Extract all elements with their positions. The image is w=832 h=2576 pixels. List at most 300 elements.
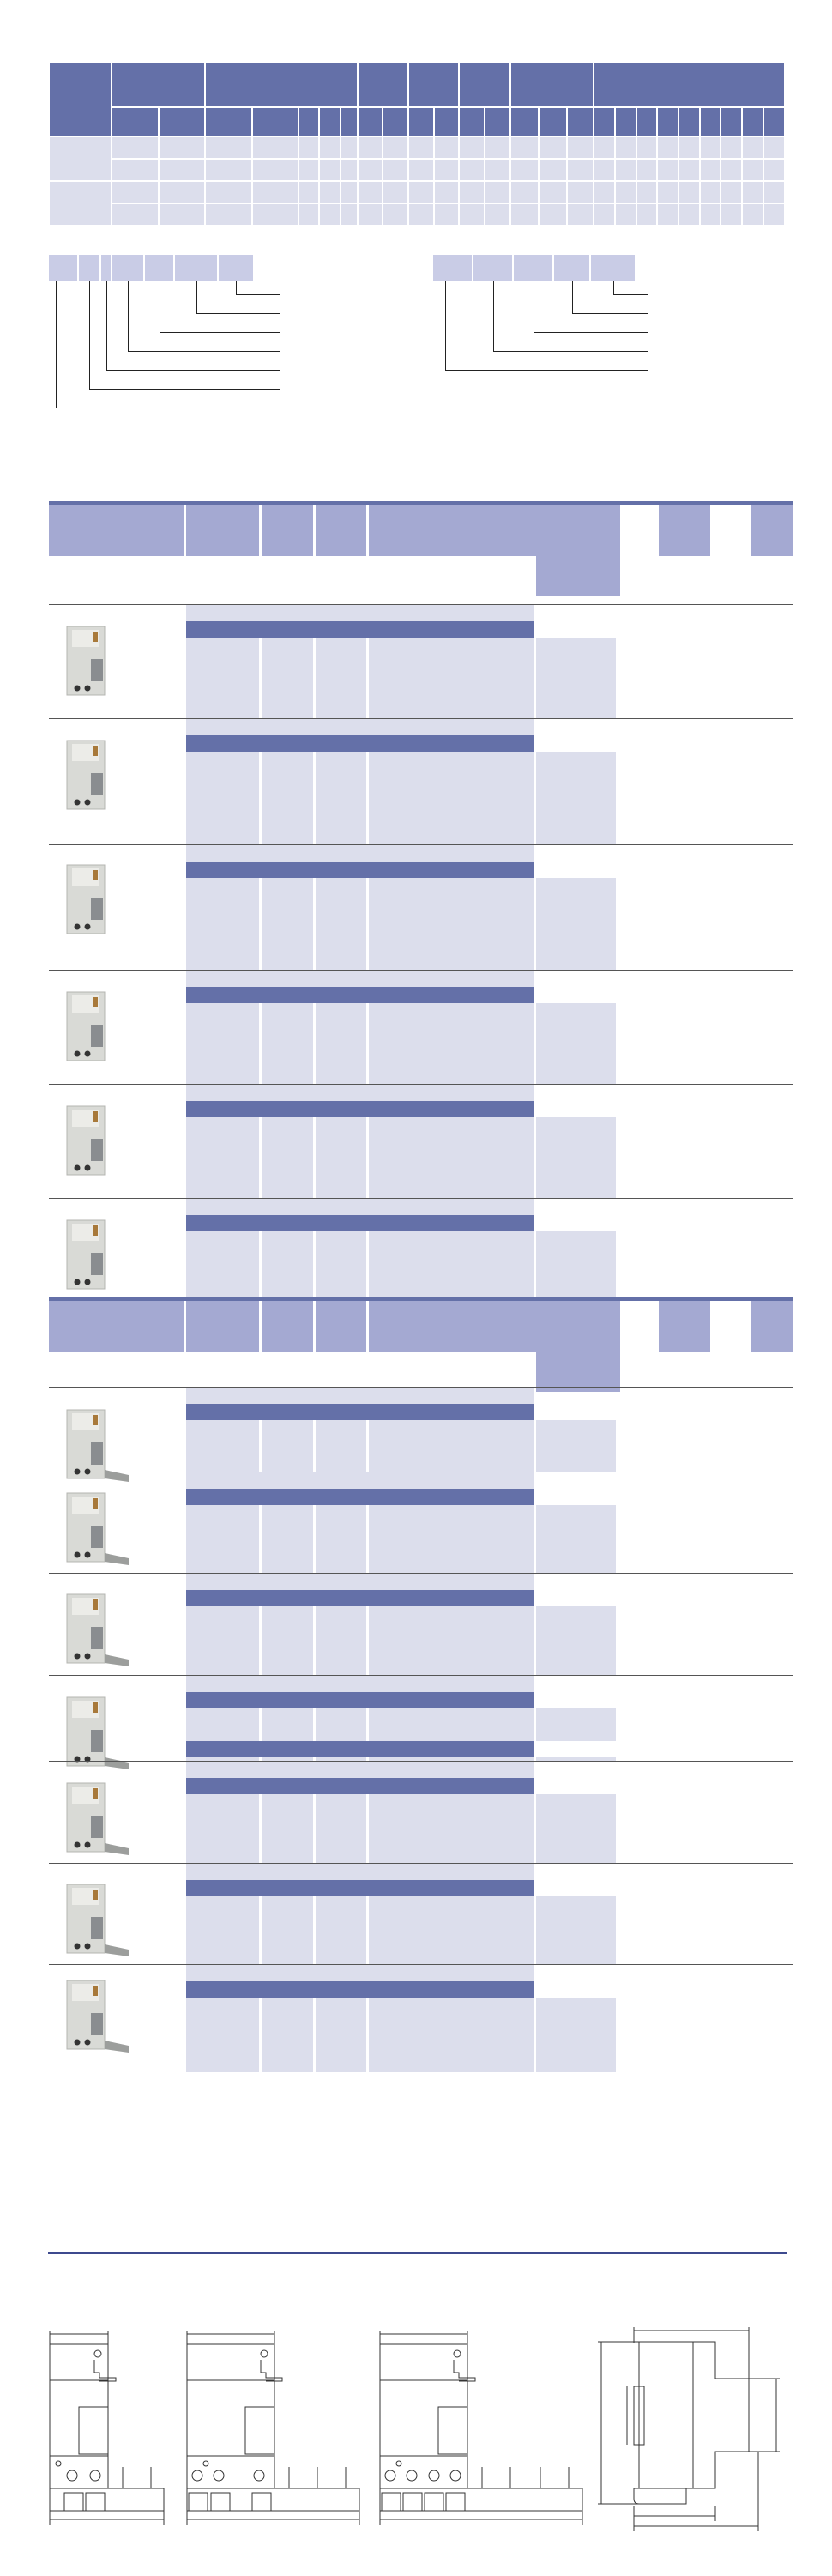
feature-cell xyxy=(720,159,742,181)
column-shade xyxy=(262,752,313,844)
feature-cell xyxy=(319,136,341,159)
code-box xyxy=(175,255,217,281)
title-rule xyxy=(48,2252,787,2254)
feature-cell xyxy=(319,181,341,203)
column-header-model xyxy=(369,505,536,556)
group-title xyxy=(186,1864,534,1880)
connector-line xyxy=(56,281,57,408)
feature-cell xyxy=(319,159,341,181)
connector-line xyxy=(493,281,494,351)
group-title xyxy=(186,1388,534,1404)
feature-cell xyxy=(341,136,358,159)
column-shade xyxy=(369,1794,534,1863)
code-box xyxy=(591,255,635,281)
group-title xyxy=(186,1965,534,1981)
group-header-type xyxy=(112,63,205,107)
feature-cell xyxy=(700,159,720,181)
column-shade xyxy=(262,1606,313,1675)
feature-cell xyxy=(567,159,594,181)
feature-cell xyxy=(205,181,252,203)
sub-header xyxy=(459,107,485,136)
feature-cell xyxy=(720,203,742,226)
column-header-weight xyxy=(751,505,793,556)
group-title xyxy=(186,845,534,862)
group-title xyxy=(186,1199,534,1215)
group-subtitle xyxy=(186,1981,534,1998)
feature-cell xyxy=(539,159,567,181)
group-header-trip xyxy=(358,63,408,107)
column-header-order_no xyxy=(536,1301,620,1392)
connector-line xyxy=(445,281,446,370)
feature-cell xyxy=(358,136,383,159)
column-shade xyxy=(369,1998,534,2072)
connector-line xyxy=(534,332,648,333)
group-title xyxy=(186,1676,534,1692)
group-subtitle xyxy=(186,1778,534,1794)
column-shade xyxy=(186,1420,259,1472)
sub-header xyxy=(510,107,539,136)
column-shade xyxy=(262,1003,313,1084)
feature-cell xyxy=(657,181,678,203)
feature-cell xyxy=(615,136,636,159)
sub-header xyxy=(112,107,159,136)
column-shade xyxy=(536,1998,616,2072)
sub-header xyxy=(383,107,408,136)
connector-line xyxy=(196,313,280,314)
column-shade xyxy=(536,1794,616,1863)
sub-header xyxy=(341,107,358,136)
feature-cell xyxy=(408,159,434,181)
group-title xyxy=(186,605,534,621)
column-shade xyxy=(316,638,366,718)
feature-cell xyxy=(459,181,485,203)
group-title xyxy=(186,1574,534,1590)
connector-line xyxy=(89,281,90,389)
feature-cell xyxy=(298,203,319,226)
code-box xyxy=(514,255,552,281)
column-shade xyxy=(262,1998,313,2072)
corner-cell xyxy=(49,63,112,136)
column-shade xyxy=(262,1896,313,1964)
connector-line xyxy=(106,281,107,370)
feature-cell xyxy=(205,159,252,181)
group-header-protection-type xyxy=(459,63,510,107)
sub-header xyxy=(539,107,567,136)
feature-cell xyxy=(408,136,434,159)
column-shade xyxy=(186,1794,259,1863)
connector-line xyxy=(160,332,280,333)
column-header-rated xyxy=(262,1301,313,1352)
product-image xyxy=(51,620,137,714)
column-shade xyxy=(186,752,259,844)
column-header-min_order xyxy=(659,505,710,556)
electronic-cell xyxy=(112,203,159,226)
product-image xyxy=(51,1974,137,2068)
column-header-weight xyxy=(751,1301,793,1352)
product-image xyxy=(51,734,137,828)
group-subtitle xyxy=(186,1489,534,1505)
column-header-image xyxy=(49,1301,184,1352)
drawing-side xyxy=(598,2327,780,2531)
column-shade xyxy=(369,1117,534,1198)
column-shade xyxy=(369,638,534,718)
feature-cell xyxy=(459,159,485,181)
feature-cell xyxy=(657,203,678,226)
sub-header xyxy=(763,107,785,136)
electromagnetic-cell xyxy=(159,159,205,181)
column-shade xyxy=(316,1896,366,1964)
product-image xyxy=(51,1878,137,1972)
column-shade xyxy=(262,878,313,970)
feature-cell xyxy=(763,136,785,159)
quick-select-row xyxy=(49,203,785,226)
sub-header xyxy=(678,107,700,136)
column-header-qty xyxy=(714,1301,749,1352)
feature-cell xyxy=(742,203,763,226)
sub-header xyxy=(567,107,594,136)
sub-header xyxy=(700,107,720,136)
sub-header xyxy=(594,107,615,136)
sub-header xyxy=(205,107,252,136)
column-shade xyxy=(316,1794,366,1863)
feature-cell xyxy=(700,136,720,159)
column-shade xyxy=(316,752,366,844)
feature-cell xyxy=(539,136,567,159)
feature-cell xyxy=(678,159,700,181)
feature-cell xyxy=(763,159,785,181)
group-title xyxy=(186,1472,534,1489)
column-shade xyxy=(536,1420,616,1472)
row-group-label xyxy=(49,181,112,226)
group-subtitle xyxy=(186,1741,534,1757)
feature-cell xyxy=(636,181,657,203)
feature-cell xyxy=(485,203,510,226)
feature-cell xyxy=(700,181,720,203)
connector-line xyxy=(572,313,648,314)
column-shade xyxy=(536,752,616,844)
column-header-stock xyxy=(620,1301,656,1352)
feature-cell xyxy=(383,181,408,203)
drawing-4p xyxy=(380,2331,582,2525)
column-header-qty xyxy=(714,505,749,556)
feature-cell xyxy=(636,136,657,159)
electromagnetic-cell xyxy=(159,136,205,159)
sub-header xyxy=(636,107,657,136)
column-shade xyxy=(369,1606,534,1675)
drawing-2p xyxy=(50,2331,164,2525)
feature-cell xyxy=(510,159,539,181)
column-header-residual xyxy=(186,1301,259,1352)
column-shade xyxy=(186,1998,259,2072)
connector-line xyxy=(128,281,129,351)
feature-cell xyxy=(742,136,763,159)
column-shade xyxy=(316,1505,366,1573)
electronic-cell xyxy=(112,159,159,181)
code-box xyxy=(554,255,589,281)
row-group-label xyxy=(49,136,112,181)
code-box xyxy=(145,255,173,281)
code-box xyxy=(112,255,143,281)
column-shade xyxy=(262,1117,313,1198)
feature-cell xyxy=(720,181,742,203)
column-shade xyxy=(262,1505,313,1573)
column-shade xyxy=(186,1606,259,1675)
feature-cell xyxy=(341,159,358,181)
column-shade xyxy=(369,1003,534,1084)
connector-line xyxy=(196,281,197,313)
feature-cell xyxy=(383,136,408,159)
feature-cell xyxy=(763,203,785,226)
feature-cell xyxy=(636,159,657,181)
column-shade xyxy=(369,1708,534,1741)
column-shade xyxy=(316,1998,366,2072)
column-shade xyxy=(262,1708,313,1741)
electronic-cell xyxy=(112,181,159,203)
feature-cell xyxy=(539,203,567,226)
sub-header xyxy=(485,107,510,136)
column-header-stock xyxy=(620,505,656,556)
order-table-header xyxy=(49,1297,793,1392)
sub-header xyxy=(252,107,298,136)
sub-header xyxy=(358,107,383,136)
column-shade xyxy=(369,1896,534,1964)
sub-header xyxy=(298,107,319,136)
product-image xyxy=(51,1587,137,1682)
electromagnetic-cell xyxy=(159,181,205,203)
column-header-model xyxy=(369,1301,536,1352)
code-box xyxy=(473,255,512,281)
group-subtitle xyxy=(186,1692,534,1708)
quick-select-row xyxy=(49,159,785,181)
code-box xyxy=(433,255,472,281)
feature-cell xyxy=(594,181,615,203)
sub-header xyxy=(159,107,205,136)
electronic-cell xyxy=(112,136,159,159)
group-title xyxy=(186,719,534,735)
electromagnetic-cell xyxy=(159,203,205,226)
column-shade xyxy=(186,1003,259,1084)
group-header-poles xyxy=(205,63,358,107)
column-shade xyxy=(316,1708,366,1741)
group-subtitle xyxy=(186,987,534,1003)
column-shade xyxy=(262,1420,313,1472)
sub-header xyxy=(657,107,678,136)
feature-cell xyxy=(594,203,615,226)
column-shade xyxy=(536,638,616,718)
column-shade xyxy=(262,638,313,718)
feature-cell xyxy=(567,203,594,226)
group-title xyxy=(186,971,534,987)
column-shade xyxy=(316,1420,366,1472)
connector-line xyxy=(106,370,280,371)
column-shade xyxy=(186,638,259,718)
group-subtitle xyxy=(186,1590,534,1606)
connector-line xyxy=(613,281,614,294)
code-box xyxy=(219,255,253,281)
feature-cell xyxy=(341,181,358,203)
feature-cell xyxy=(485,136,510,159)
column-shade xyxy=(536,1606,616,1675)
feature-cell xyxy=(510,203,539,226)
column-shade xyxy=(369,1420,534,1472)
product-image xyxy=(51,985,137,1079)
code-box xyxy=(79,255,99,281)
feature-cell xyxy=(341,203,358,226)
feature-cell xyxy=(594,159,615,181)
column-shade xyxy=(536,1505,616,1573)
connector-line xyxy=(236,281,237,294)
group-subtitle xyxy=(186,621,534,638)
column-shade xyxy=(316,1606,366,1675)
product-image xyxy=(51,1486,137,1581)
code-box xyxy=(49,255,77,281)
feature-cell xyxy=(510,181,539,203)
connector-line xyxy=(445,370,648,371)
connector-line xyxy=(493,351,648,352)
feature-cell xyxy=(358,159,383,181)
product-image xyxy=(51,1213,137,1308)
group-subtitle xyxy=(186,862,534,878)
feature-cell xyxy=(298,159,319,181)
feature-cell xyxy=(636,203,657,226)
feature-cell xyxy=(615,203,636,226)
feature-cell xyxy=(763,181,785,203)
feature-cell xyxy=(383,159,408,181)
sub-header xyxy=(615,107,636,136)
feature-cell xyxy=(319,203,341,226)
column-shade xyxy=(369,1505,534,1573)
quick-select-row xyxy=(49,181,785,203)
feature-cell xyxy=(678,203,700,226)
column-header-rated xyxy=(262,505,313,556)
feature-cell xyxy=(252,181,298,203)
column-shade xyxy=(536,878,616,970)
product-image xyxy=(51,1403,137,1497)
feature-cell xyxy=(252,136,298,159)
feature-cell xyxy=(298,181,319,203)
column-shade xyxy=(316,1003,366,1084)
feature-cell xyxy=(434,136,459,159)
sub-header xyxy=(720,107,742,136)
feature-cell xyxy=(539,181,567,203)
column-header-modules xyxy=(316,505,366,556)
product-image xyxy=(51,1690,137,1785)
feature-cell xyxy=(615,159,636,181)
connector-line xyxy=(572,281,573,313)
column-header-order_no xyxy=(536,505,620,596)
feature-cell xyxy=(383,203,408,226)
feature-cell xyxy=(485,159,510,181)
connector-line xyxy=(128,351,280,352)
column-shade xyxy=(262,1794,313,1863)
feature-cell xyxy=(408,181,434,203)
quick-select-row xyxy=(49,136,785,159)
column-header-modules xyxy=(316,1301,366,1352)
feature-cell xyxy=(657,136,678,159)
feature-cell xyxy=(298,136,319,159)
feature-cell xyxy=(434,181,459,203)
product-image xyxy=(51,1099,137,1194)
feature-cell xyxy=(434,159,459,181)
feature-cell xyxy=(567,181,594,203)
feature-cell xyxy=(459,203,485,226)
feature-cell xyxy=(205,136,252,159)
group-title xyxy=(186,1085,534,1101)
sub-header xyxy=(742,107,763,136)
column-shade xyxy=(186,1708,259,1741)
order-table-header xyxy=(49,501,793,596)
column-shade xyxy=(369,752,534,844)
column-shade xyxy=(186,1505,259,1573)
feature-cell xyxy=(742,181,763,203)
column-header-image xyxy=(49,505,184,556)
feature-cell xyxy=(408,203,434,226)
column-shade xyxy=(316,1117,366,1198)
sub-header xyxy=(408,107,434,136)
feature-cell xyxy=(594,136,615,159)
sub-header xyxy=(319,107,341,136)
column-shade xyxy=(536,1708,616,1741)
feature-cell xyxy=(567,136,594,159)
code-box xyxy=(101,255,111,281)
feature-cell xyxy=(720,136,742,159)
group-subtitle xyxy=(186,1880,534,1896)
feature-cell xyxy=(434,203,459,226)
column-shade xyxy=(186,1896,259,1964)
feature-cell xyxy=(678,136,700,159)
column-shade xyxy=(536,1003,616,1084)
quick-select-table xyxy=(48,62,786,227)
group-subtitle xyxy=(186,735,534,752)
product-image xyxy=(51,1776,137,1871)
feature-cell xyxy=(459,136,485,159)
group-title xyxy=(186,1762,534,1778)
feature-cell xyxy=(700,203,720,226)
group-subtitle xyxy=(186,1101,534,1117)
feature-cell xyxy=(678,181,700,203)
drawing-3p xyxy=(187,2331,359,2525)
feature-cell xyxy=(485,181,510,203)
feature-cell xyxy=(358,203,383,226)
feature-cell xyxy=(358,181,383,203)
column-shade xyxy=(536,1117,616,1198)
feature-cell xyxy=(252,203,298,226)
product-image xyxy=(51,858,137,952)
column-shade xyxy=(316,878,366,970)
feature-cell xyxy=(742,159,763,181)
feature-cell xyxy=(615,181,636,203)
column-shade xyxy=(186,878,259,970)
column-shade xyxy=(369,878,534,970)
feature-cell xyxy=(510,136,539,159)
connector-line xyxy=(613,294,648,295)
feature-cell xyxy=(252,159,298,181)
dimension-drawings xyxy=(0,2300,832,2576)
group-header-breaking xyxy=(408,63,459,107)
group-header-rated-current xyxy=(594,63,785,107)
group-subtitle xyxy=(186,1215,534,1231)
group-header-residual-current xyxy=(510,63,594,107)
column-header-residual xyxy=(186,505,259,556)
feature-cell xyxy=(205,203,252,226)
feature-cell xyxy=(657,159,678,181)
connector-line xyxy=(236,294,280,295)
sub-header xyxy=(434,107,459,136)
group-subtitle xyxy=(186,1404,534,1420)
column-shade xyxy=(536,1896,616,1964)
column-shade xyxy=(186,1117,259,1198)
connector-line xyxy=(89,389,280,390)
